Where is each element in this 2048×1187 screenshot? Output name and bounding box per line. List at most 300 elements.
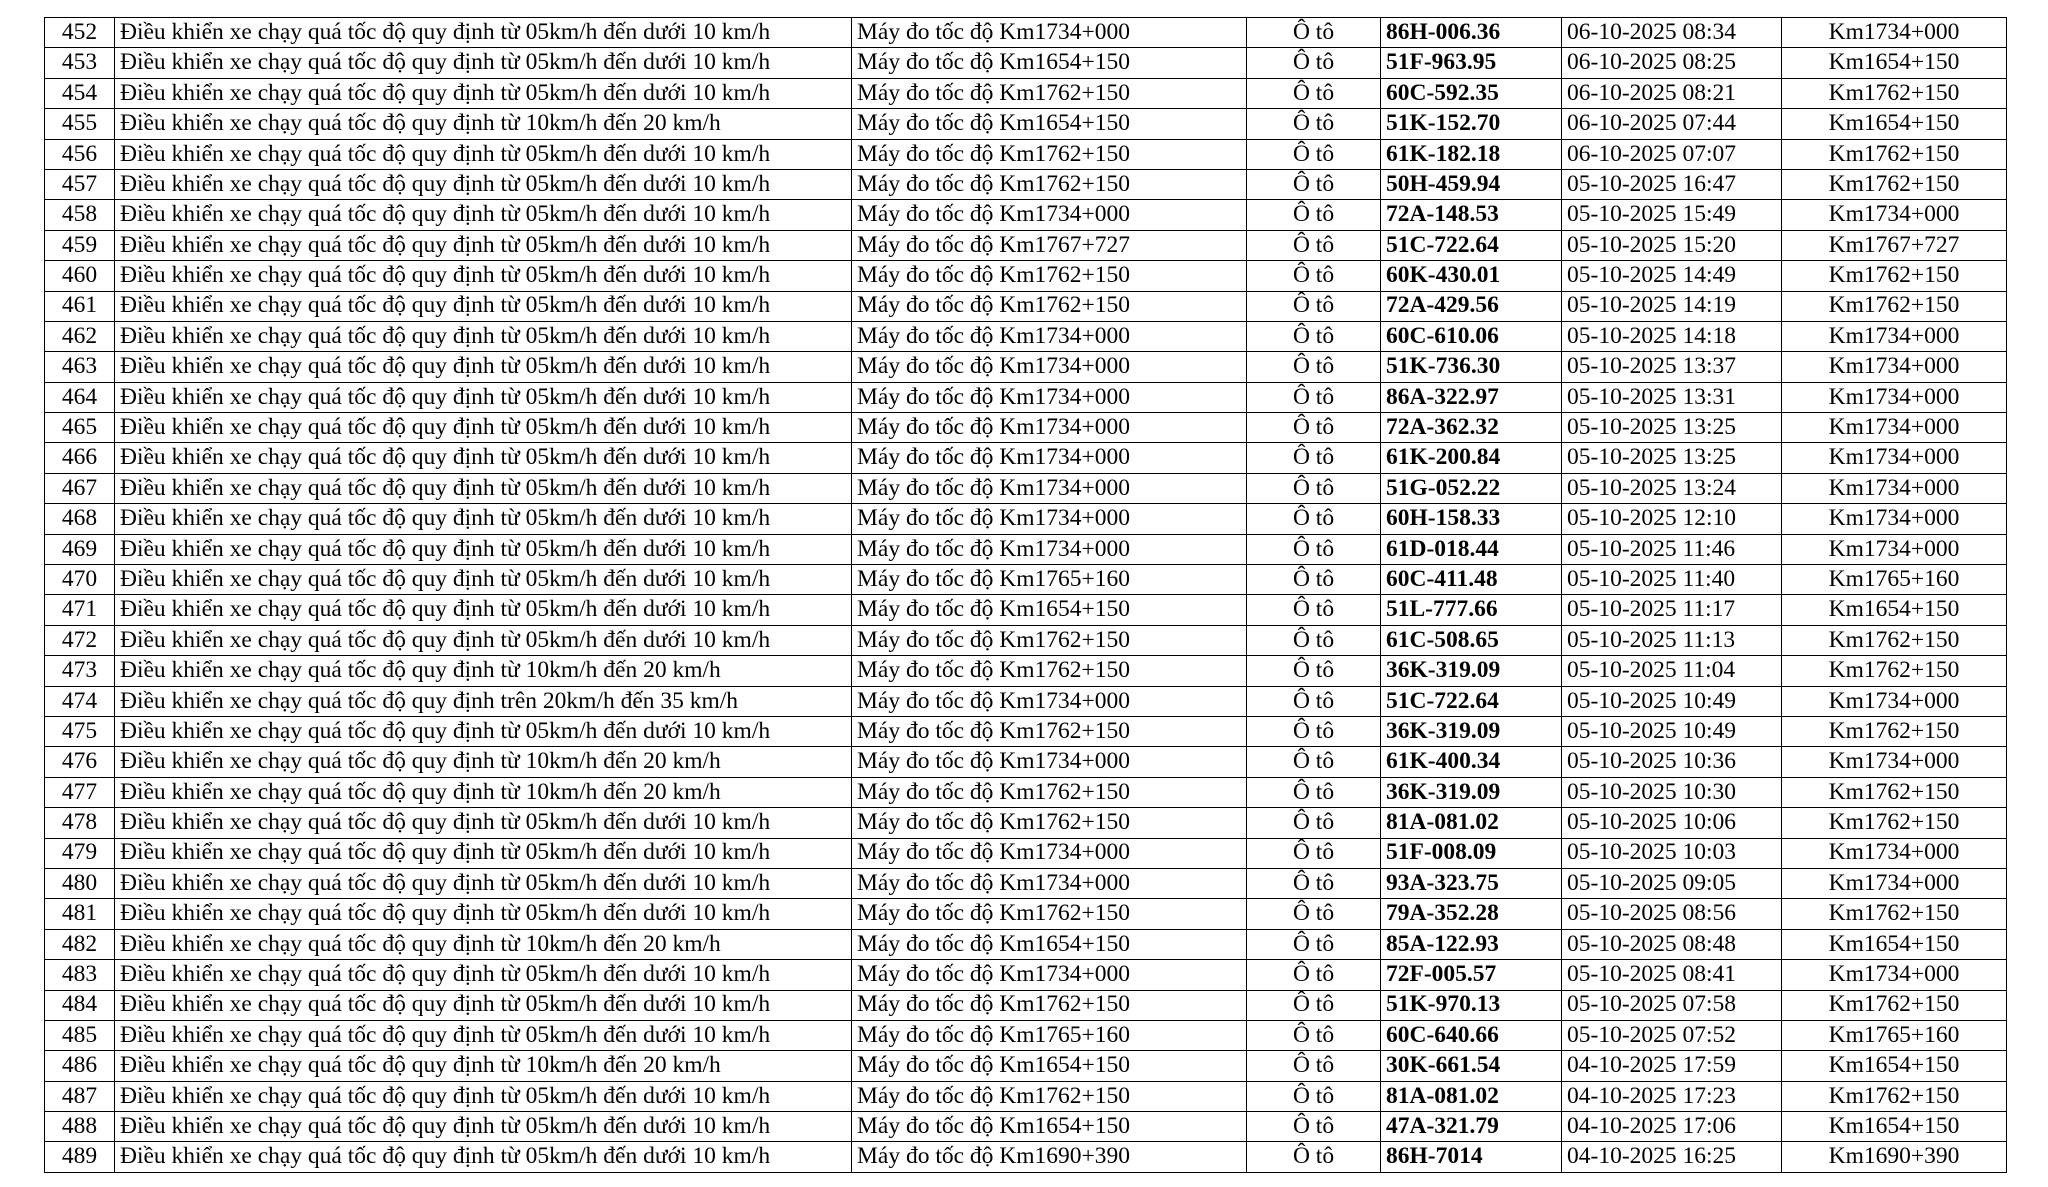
speed-device: Máy đo tốc độ Km1762+150 bbox=[852, 808, 1247, 838]
table-row bbox=[45, 18, 2007, 48]
vehicle-type: Ô tô bbox=[1247, 169, 1381, 199]
license-plate: 51K-152.70 bbox=[1381, 109, 1562, 139]
table-row bbox=[45, 777, 2007, 807]
violation-time: 05-10-2025 11:04 bbox=[1562, 656, 1782, 686]
vehicle-type: Ô tô bbox=[1247, 48, 1381, 78]
table-row bbox=[45, 716, 2007, 746]
row-number: 486 bbox=[45, 1051, 115, 1081]
row-number: 475 bbox=[45, 716, 115, 746]
speed-device: Máy đo tốc độ Km1734+000 bbox=[852, 686, 1247, 716]
row-number: 471 bbox=[45, 595, 115, 625]
speed-device: Máy đo tốc độ Km1734+000 bbox=[852, 382, 1247, 412]
table-row bbox=[45, 595, 2007, 625]
table-row bbox=[45, 382, 2007, 412]
violation-description: Điều khiển xe chạy quá tốc độ quy định từ 05km/h đến dưới 10 km/h bbox=[115, 261, 852, 291]
row-number: 457 bbox=[45, 169, 115, 199]
license-plate: 30K-661.54 bbox=[1381, 1051, 1562, 1081]
vehicle-type: Ô tô bbox=[1247, 230, 1381, 260]
speed-device: Máy đo tốc độ Km1654+150 bbox=[852, 1112, 1247, 1142]
violation-time: 06-10-2025 08:25 bbox=[1562, 48, 1782, 78]
license-plate: 60C-411.48 bbox=[1381, 565, 1562, 595]
license-plate: 60H-158.33 bbox=[1381, 504, 1562, 534]
violation-location: Km1762+150 bbox=[1782, 990, 2007, 1020]
vehicle-type: Ô tô bbox=[1247, 18, 1381, 48]
violation-time: 05-10-2025 10:49 bbox=[1562, 716, 1782, 746]
row-number: 472 bbox=[45, 625, 115, 655]
violation-location: Km1654+150 bbox=[1782, 109, 2007, 139]
violation-time: 05-10-2025 11:46 bbox=[1562, 534, 1782, 564]
license-plate: 86H-7014 bbox=[1381, 1142, 1562, 1172]
license-plate: 81A-081.02 bbox=[1381, 1081, 1562, 1111]
row-number: 465 bbox=[45, 413, 115, 443]
license-plate: 51F-963.95 bbox=[1381, 48, 1562, 78]
table-row bbox=[45, 808, 2007, 838]
speed-device: Máy đo tốc độ Km1734+000 bbox=[852, 200, 1247, 230]
license-plate: 60C-592.35 bbox=[1381, 78, 1562, 108]
violation-location: Km1762+150 bbox=[1782, 78, 2007, 108]
speed-device: Máy đo tốc độ Km1762+150 bbox=[852, 1081, 1247, 1111]
vehicle-type: Ô tô bbox=[1247, 868, 1381, 898]
license-plate: 60C-640.66 bbox=[1381, 1020, 1562, 1050]
license-plate: 86H-006.36 bbox=[1381, 18, 1562, 48]
vehicle-type: Ô tô bbox=[1247, 565, 1381, 595]
violation-description: Điều khiển xe chạy quá tốc độ quy định từ 05km/h đến dưới 10 km/h bbox=[115, 808, 852, 838]
violation-time: 05-10-2025 15:49 bbox=[1562, 200, 1782, 230]
vehicle-type: Ô tô bbox=[1247, 686, 1381, 716]
speed-device: Máy đo tốc độ Km1690+390 bbox=[852, 1142, 1247, 1172]
vehicle-type: Ô tô bbox=[1247, 109, 1381, 139]
vehicle-type: Ô tô bbox=[1247, 960, 1381, 990]
speed-device: Máy đo tốc độ Km1654+150 bbox=[852, 929, 1247, 959]
table-row bbox=[45, 352, 2007, 382]
table-row bbox=[45, 443, 2007, 473]
violation-location: Km1734+000 bbox=[1782, 382, 2007, 412]
table-row bbox=[45, 565, 2007, 595]
violation-location: Km1690+390 bbox=[1782, 1142, 2007, 1172]
row-number: 483 bbox=[45, 960, 115, 990]
violation-location: Km1734+000 bbox=[1782, 352, 2007, 382]
violation-location: Km1765+160 bbox=[1782, 565, 2007, 595]
table-row bbox=[45, 109, 2007, 139]
violation-location: Km1734+000 bbox=[1782, 686, 2007, 716]
violation-time: 05-10-2025 10:49 bbox=[1562, 686, 1782, 716]
violation-description: Điều khiển xe chạy quá tốc độ quy định từ 05km/h đến dưới 10 km/h bbox=[115, 139, 852, 169]
violation-location: Km1762+150 bbox=[1782, 777, 2007, 807]
violation-location: Km1734+000 bbox=[1782, 18, 2007, 48]
row-number: 468 bbox=[45, 504, 115, 534]
license-plate: 72A-362.32 bbox=[1381, 413, 1562, 443]
speed-device: Máy đo tốc độ Km1734+000 bbox=[852, 352, 1247, 382]
speed-device: Máy đo tốc độ Km1762+150 bbox=[852, 261, 1247, 291]
row-number: 455 bbox=[45, 109, 115, 139]
violation-time: 05-10-2025 14:18 bbox=[1562, 321, 1782, 351]
violation-location: Km1762+150 bbox=[1782, 261, 2007, 291]
violation-time: 05-10-2025 12:10 bbox=[1562, 504, 1782, 534]
speed-device: Máy đo tốc độ Km1654+150 bbox=[852, 595, 1247, 625]
violation-time: 04-10-2025 16:25 bbox=[1562, 1142, 1782, 1172]
violation-time: 05-10-2025 13:25 bbox=[1562, 443, 1782, 473]
license-plate: 60C-610.06 bbox=[1381, 321, 1562, 351]
violation-location: Km1762+150 bbox=[1782, 808, 2007, 838]
speed-device: Máy đo tốc độ Km1762+150 bbox=[852, 899, 1247, 929]
violation-time: 05-10-2025 10:03 bbox=[1562, 838, 1782, 868]
license-plate: 93A-323.75 bbox=[1381, 868, 1562, 898]
speed-device: Máy đo tốc độ Km1762+150 bbox=[852, 291, 1247, 321]
license-plate: 61C-508.65 bbox=[1381, 625, 1562, 655]
row-number: 484 bbox=[45, 990, 115, 1020]
violation-time: 05-10-2025 15:20 bbox=[1562, 230, 1782, 260]
speed-device: Máy đo tốc độ Km1734+000 bbox=[852, 443, 1247, 473]
license-plate: 85A-122.93 bbox=[1381, 929, 1562, 959]
speed-device: Máy đo tốc độ Km1734+000 bbox=[852, 413, 1247, 443]
table-row bbox=[45, 1112, 2007, 1142]
table-row bbox=[45, 1051, 2007, 1081]
table-row bbox=[45, 990, 2007, 1020]
table-row bbox=[45, 139, 2007, 169]
vehicle-type: Ô tô bbox=[1247, 808, 1381, 838]
speed-device: Máy đo tốc độ Km1654+150 bbox=[852, 109, 1247, 139]
vehicle-type: Ô tô bbox=[1247, 929, 1381, 959]
table-row bbox=[45, 686, 2007, 716]
violation-description: Điều khiển xe chạy quá tốc độ quy định từ 05km/h đến dưới 10 km/h bbox=[115, 18, 852, 48]
speed-device: Máy đo tốc độ Km1765+160 bbox=[852, 565, 1247, 595]
table-row bbox=[45, 747, 2007, 777]
violation-description: Điều khiển xe chạy quá tốc độ quy định từ 05km/h đến dưới 10 km/h bbox=[115, 200, 852, 230]
violation-description: Điều khiển xe chạy quá tốc độ quy định từ 05km/h đến dưới 10 km/h bbox=[115, 534, 852, 564]
table-row bbox=[45, 838, 2007, 868]
row-number: 460 bbox=[45, 261, 115, 291]
violation-location: Km1654+150 bbox=[1782, 929, 2007, 959]
vehicle-type: Ô tô bbox=[1247, 1112, 1381, 1142]
table-row bbox=[45, 78, 2007, 108]
license-plate: 47A-321.79 bbox=[1381, 1112, 1562, 1142]
violation-time: 06-10-2025 08:21 bbox=[1562, 78, 1782, 108]
violation-time: 05-10-2025 10:36 bbox=[1562, 747, 1782, 777]
vehicle-type: Ô tô bbox=[1247, 595, 1381, 625]
violation-location: Km1762+150 bbox=[1782, 1081, 2007, 1111]
vehicle-type: Ô tô bbox=[1247, 473, 1381, 503]
violation-location: Km1765+160 bbox=[1782, 1020, 2007, 1050]
violation-location: Km1762+150 bbox=[1782, 291, 2007, 321]
violation-time: 05-10-2025 11:40 bbox=[1562, 565, 1782, 595]
license-plate: 36K-319.09 bbox=[1381, 777, 1562, 807]
license-plate: 60K-430.01 bbox=[1381, 261, 1562, 291]
violation-description: Điều khiển xe chạy quá tốc độ quy định từ 05km/h đến dưới 10 km/h bbox=[115, 1020, 852, 1050]
vehicle-type: Ô tô bbox=[1247, 1081, 1381, 1111]
vehicle-type: Ô tô bbox=[1247, 625, 1381, 655]
violation-description: Điều khiển xe chạy quá tốc độ quy định từ 05km/h đến dưới 10 km/h bbox=[115, 960, 852, 990]
violations-table bbox=[44, 17, 2007, 1173]
violation-description: Điều khiển xe chạy quá tốc độ quy định từ 10km/h đến 20 km/h bbox=[115, 777, 852, 807]
vehicle-type: Ô tô bbox=[1247, 291, 1381, 321]
violation-location: Km1734+000 bbox=[1782, 838, 2007, 868]
license-plate: 50H-459.94 bbox=[1381, 169, 1562, 199]
row-number: 470 bbox=[45, 565, 115, 595]
license-plate: 51F-008.09 bbox=[1381, 838, 1562, 868]
vehicle-type: Ô tô bbox=[1247, 443, 1381, 473]
vehicle-type: Ô tô bbox=[1247, 990, 1381, 1020]
violation-description: Điều khiển xe chạy quá tốc độ quy định từ 05km/h đến dưới 10 km/h bbox=[115, 1112, 852, 1142]
table-row bbox=[45, 868, 2007, 898]
violation-location: Km1734+000 bbox=[1782, 504, 2007, 534]
violation-description: Điều khiển xe chạy quá tốc độ quy định từ 05km/h đến dưới 10 km/h bbox=[115, 1081, 852, 1111]
table-row bbox=[45, 656, 2007, 686]
vehicle-type: Ô tô bbox=[1247, 139, 1381, 169]
vehicle-type: Ô tô bbox=[1247, 747, 1381, 777]
row-number: 452 bbox=[45, 18, 115, 48]
table-row bbox=[45, 504, 2007, 534]
violation-description: Điều khiển xe chạy quá tốc độ quy định từ 05km/h đến dưới 10 km/h bbox=[115, 48, 852, 78]
table-row bbox=[45, 960, 2007, 990]
violation-time: 05-10-2025 10:30 bbox=[1562, 777, 1782, 807]
violation-location: Km1762+150 bbox=[1782, 169, 2007, 199]
violation-description: Điều khiển xe chạy quá tốc độ quy định từ 05km/h đến dưới 10 km/h bbox=[115, 473, 852, 503]
speed-device: Máy đo tốc độ Km1762+150 bbox=[852, 777, 1247, 807]
speed-device: Máy đo tốc độ Km1734+000 bbox=[852, 504, 1247, 534]
violation-location: Km1654+150 bbox=[1782, 1051, 2007, 1081]
violation-description: Điều khiển xe chạy quá tốc độ quy định từ 05km/h đến dưới 10 km/h bbox=[115, 625, 852, 655]
row-number: 482 bbox=[45, 929, 115, 959]
vehicle-type: Ô tô bbox=[1247, 838, 1381, 868]
violation-location: Km1762+150 bbox=[1782, 625, 2007, 655]
violation-location: Km1734+000 bbox=[1782, 534, 2007, 564]
license-plate: 61K-200.84 bbox=[1381, 443, 1562, 473]
violation-description: Điều khiển xe chạy quá tốc độ quy định từ 05km/h đến dưới 10 km/h bbox=[115, 443, 852, 473]
row-number: 461 bbox=[45, 291, 115, 321]
table-row bbox=[45, 625, 2007, 655]
row-number: 488 bbox=[45, 1112, 115, 1142]
violation-description: Điều khiển xe chạy quá tốc độ quy định từ 10km/h đến 20 km/h bbox=[115, 929, 852, 959]
violation-location: Km1762+150 bbox=[1782, 139, 2007, 169]
speed-device: Máy đo tốc độ Km1762+150 bbox=[852, 625, 1247, 655]
vehicle-type: Ô tô bbox=[1247, 413, 1381, 443]
row-number: 459 bbox=[45, 230, 115, 260]
violation-location: Km1734+000 bbox=[1782, 200, 2007, 230]
violation-time: 05-10-2025 16:47 bbox=[1562, 169, 1782, 199]
speed-device: Máy đo tốc độ Km1762+150 bbox=[852, 990, 1247, 1020]
speed-device: Máy đo tốc độ Km1654+150 bbox=[852, 48, 1247, 78]
violation-location: Km1654+150 bbox=[1782, 1112, 2007, 1142]
speed-device: Máy đo tốc độ Km1762+150 bbox=[852, 656, 1247, 686]
vehicle-type: Ô tô bbox=[1247, 78, 1381, 108]
row-number: 469 bbox=[45, 534, 115, 564]
violation-time: 05-10-2025 08:41 bbox=[1562, 960, 1782, 990]
license-plate: 61D-018.44 bbox=[1381, 534, 1562, 564]
license-plate: 51G-052.22 bbox=[1381, 473, 1562, 503]
violation-description: Điều khiển xe chạy quá tốc độ quy định từ 05km/h đến dưới 10 km/h bbox=[115, 352, 852, 382]
license-plate: 51K-736.30 bbox=[1381, 352, 1562, 382]
license-plate: 72A-429.56 bbox=[1381, 291, 1562, 321]
license-plate: 51K-970.13 bbox=[1381, 990, 1562, 1020]
violation-description: Điều khiển xe chạy quá tốc độ quy định từ 05km/h đến dưới 10 km/h bbox=[115, 899, 852, 929]
row-number: 462 bbox=[45, 321, 115, 351]
violation-description: Điều khiển xe chạy quá tốc độ quy định từ 10km/h đến 20 km/h bbox=[115, 747, 852, 777]
row-number: 463 bbox=[45, 352, 115, 382]
violation-time: 05-10-2025 07:58 bbox=[1562, 990, 1782, 1020]
violation-location: Km1734+000 bbox=[1782, 413, 2007, 443]
table-row bbox=[45, 534, 2007, 564]
table-row bbox=[45, 413, 2007, 443]
row-number: 464 bbox=[45, 382, 115, 412]
vehicle-type: Ô tô bbox=[1247, 382, 1381, 412]
violation-description: Điều khiển xe chạy quá tốc độ quy định từ 05km/h đến dưới 10 km/h bbox=[115, 595, 852, 625]
row-number: 458 bbox=[45, 200, 115, 230]
row-number: 467 bbox=[45, 473, 115, 503]
violation-time: 05-10-2025 13:37 bbox=[1562, 352, 1782, 382]
speed-device: Máy đo tốc độ Km1762+150 bbox=[852, 169, 1247, 199]
violation-location: Km1734+000 bbox=[1782, 473, 2007, 503]
violation-time: 05-10-2025 13:31 bbox=[1562, 382, 1782, 412]
violation-location: Km1734+000 bbox=[1782, 960, 2007, 990]
license-plate: 36K-319.09 bbox=[1381, 656, 1562, 686]
violation-location: Km1767+727 bbox=[1782, 230, 2007, 260]
speed-device: Máy đo tốc độ Km1767+727 bbox=[852, 230, 1247, 260]
violation-time: 05-10-2025 13:25 bbox=[1562, 413, 1782, 443]
speed-device: Máy đo tốc độ Km1762+150 bbox=[852, 139, 1247, 169]
row-number: 453 bbox=[45, 48, 115, 78]
speed-device: Máy đo tốc độ Km1762+150 bbox=[852, 716, 1247, 746]
vehicle-type: Ô tô bbox=[1247, 321, 1381, 351]
speed-device: Máy đo tốc độ Km1734+000 bbox=[852, 960, 1247, 990]
vehicle-type: Ô tô bbox=[1247, 777, 1381, 807]
violations-table-body bbox=[45, 18, 2007, 1173]
violation-description: Điều khiển xe chạy quá tốc độ quy định từ 05km/h đến dưới 10 km/h bbox=[115, 565, 852, 595]
row-number: 473 bbox=[45, 656, 115, 686]
table-row bbox=[45, 1142, 2007, 1172]
license-plate: 72F-005.57 bbox=[1381, 960, 1562, 990]
row-number: 479 bbox=[45, 838, 115, 868]
violation-description: Điều khiển xe chạy quá tốc độ quy định từ 05km/h đến dưới 10 km/h bbox=[115, 169, 852, 199]
violation-location: Km1762+150 bbox=[1782, 656, 2007, 686]
violation-location: Km1734+000 bbox=[1782, 868, 2007, 898]
violation-time: 05-10-2025 11:13 bbox=[1562, 625, 1782, 655]
row-number: 487 bbox=[45, 1081, 115, 1111]
violation-location: Km1762+150 bbox=[1782, 899, 2007, 929]
violation-description: Điều khiển xe chạy quá tốc độ quy định từ 05km/h đến dưới 10 km/h bbox=[115, 716, 852, 746]
violation-description: Điều khiển xe chạy quá tốc độ quy định từ 05km/h đến dưới 10 km/h bbox=[115, 504, 852, 534]
speed-device: Máy đo tốc độ Km1762+150 bbox=[852, 78, 1247, 108]
violation-description: Điều khiển xe chạy quá tốc độ quy định từ 05km/h đến dưới 10 km/h bbox=[115, 321, 852, 351]
violation-description: Điều khiển xe chạy quá tốc độ quy định từ 05km/h đến dưới 10 km/h bbox=[115, 382, 852, 412]
row-number: 474 bbox=[45, 686, 115, 716]
license-plate: 81A-081.02 bbox=[1381, 808, 1562, 838]
row-number: 485 bbox=[45, 1020, 115, 1050]
row-number: 466 bbox=[45, 443, 115, 473]
violation-location: Km1654+150 bbox=[1782, 48, 2007, 78]
row-number: 480 bbox=[45, 868, 115, 898]
violation-time: 06-10-2025 07:07 bbox=[1562, 139, 1782, 169]
speed-device: Máy đo tốc độ Km1654+150 bbox=[852, 1051, 1247, 1081]
license-plate: 36K-319.09 bbox=[1381, 716, 1562, 746]
vehicle-type: Ô tô bbox=[1247, 200, 1381, 230]
violation-time: 06-10-2025 07:44 bbox=[1562, 109, 1782, 139]
vehicle-type: Ô tô bbox=[1247, 504, 1381, 534]
vehicle-type: Ô tô bbox=[1247, 656, 1381, 686]
vehicle-type: Ô tô bbox=[1247, 899, 1381, 929]
speed-device: Máy đo tốc độ Km1765+160 bbox=[852, 1020, 1247, 1050]
violation-location: Km1734+000 bbox=[1782, 443, 2007, 473]
violation-time: 05-10-2025 08:56 bbox=[1562, 899, 1782, 929]
violation-time: 04-10-2025 17:06 bbox=[1562, 1112, 1782, 1142]
table-row bbox=[45, 291, 2007, 321]
violation-description: Điều khiển xe chạy quá tốc độ quy định từ 05km/h đến dưới 10 km/h bbox=[115, 413, 852, 443]
violation-time: 05-10-2025 10:06 bbox=[1562, 808, 1782, 838]
license-plate: 79A-352.28 bbox=[1381, 899, 1562, 929]
violation-time: 05-10-2025 13:24 bbox=[1562, 473, 1782, 503]
license-plate: 86A-322.97 bbox=[1381, 382, 1562, 412]
violation-description: Điều khiển xe chạy quá tốc độ quy định từ 05km/h đến dưới 10 km/h bbox=[115, 1142, 852, 1172]
violation-time: 05-10-2025 09:05 bbox=[1562, 868, 1782, 898]
speed-device: Máy đo tốc độ Km1734+000 bbox=[852, 321, 1247, 351]
vehicle-type: Ô tô bbox=[1247, 1142, 1381, 1172]
row-number: 489 bbox=[45, 1142, 115, 1172]
vehicle-type: Ô tô bbox=[1247, 261, 1381, 291]
row-number: 477 bbox=[45, 777, 115, 807]
table-row bbox=[45, 1020, 2007, 1050]
license-plate: 51L-777.66 bbox=[1381, 595, 1562, 625]
violation-time: 05-10-2025 08:48 bbox=[1562, 929, 1782, 959]
table-row bbox=[45, 200, 2007, 230]
table-row bbox=[45, 321, 2007, 351]
speed-device: Máy đo tốc độ Km1734+000 bbox=[852, 838, 1247, 868]
license-plate: 72A-148.53 bbox=[1381, 200, 1562, 230]
violation-time: 04-10-2025 17:23 bbox=[1562, 1081, 1782, 1111]
row-number: 456 bbox=[45, 139, 115, 169]
violation-time: 05-10-2025 14:49 bbox=[1562, 261, 1782, 291]
row-number: 478 bbox=[45, 808, 115, 838]
violation-location: Km1734+000 bbox=[1782, 747, 2007, 777]
violation-location: Km1762+150 bbox=[1782, 716, 2007, 746]
table-row bbox=[45, 473, 2007, 503]
violation-time: 06-10-2025 08:34 bbox=[1562, 18, 1782, 48]
vehicle-type: Ô tô bbox=[1247, 534, 1381, 564]
speed-device: Máy đo tốc độ Km1734+000 bbox=[852, 18, 1247, 48]
license-plate: 51C-722.64 bbox=[1381, 686, 1562, 716]
table-row bbox=[45, 261, 2007, 291]
violation-time: 05-10-2025 07:52 bbox=[1562, 1020, 1782, 1050]
vehicle-type: Ô tô bbox=[1247, 352, 1381, 382]
violation-location: Km1654+150 bbox=[1782, 595, 2007, 625]
violation-description: Điều khiển xe chạy quá tốc độ quy định từ 05km/h đến dưới 10 km/h bbox=[115, 868, 852, 898]
violation-description: Điều khiển xe chạy quá tốc độ quy định từ 10km/h đến 20 km/h bbox=[115, 1051, 852, 1081]
violation-time: 05-10-2025 11:17 bbox=[1562, 595, 1782, 625]
table-row bbox=[45, 1081, 2007, 1111]
vehicle-type: Ô tô bbox=[1247, 1051, 1381, 1081]
violation-description: Điều khiển xe chạy quá tốc độ quy định từ 10km/h đến 20 km/h bbox=[115, 656, 852, 686]
vehicle-type: Ô tô bbox=[1247, 1020, 1381, 1050]
table-row bbox=[45, 48, 2007, 78]
speed-device: Máy đo tốc độ Km1734+000 bbox=[852, 747, 1247, 777]
violation-location: Km1734+000 bbox=[1782, 321, 2007, 351]
violation-time: 04-10-2025 17:59 bbox=[1562, 1051, 1782, 1081]
license-plate: 61K-400.34 bbox=[1381, 747, 1562, 777]
violation-description: Điều khiển xe chạy quá tốc độ quy định từ 05km/h đến dưới 10 km/h bbox=[115, 230, 852, 260]
violation-description: Điều khiển xe chạy quá tốc độ quy định từ 05km/h đến dưới 10 km/h bbox=[115, 990, 852, 1020]
violation-description: Điều khiển xe chạy quá tốc độ quy định từ 05km/h đến dưới 10 km/h bbox=[115, 838, 852, 868]
table-row bbox=[45, 169, 2007, 199]
table-row bbox=[45, 899, 2007, 929]
vehicle-type: Ô tô bbox=[1247, 716, 1381, 746]
license-plate: 61K-182.18 bbox=[1381, 139, 1562, 169]
speed-device: Máy đo tốc độ Km1734+000 bbox=[852, 868, 1247, 898]
table-row bbox=[45, 230, 2007, 260]
violation-description: Điều khiển xe chạy quá tốc độ quy định từ 10km/h đến 20 km/h bbox=[115, 109, 852, 139]
violation-time: 05-10-2025 14:19 bbox=[1562, 291, 1782, 321]
speed-device: Máy đo tốc độ Km1734+000 bbox=[852, 473, 1247, 503]
table-row bbox=[45, 929, 2007, 959]
row-number: 476 bbox=[45, 747, 115, 777]
speed-device: Máy đo tốc độ Km1734+000 bbox=[852, 534, 1247, 564]
